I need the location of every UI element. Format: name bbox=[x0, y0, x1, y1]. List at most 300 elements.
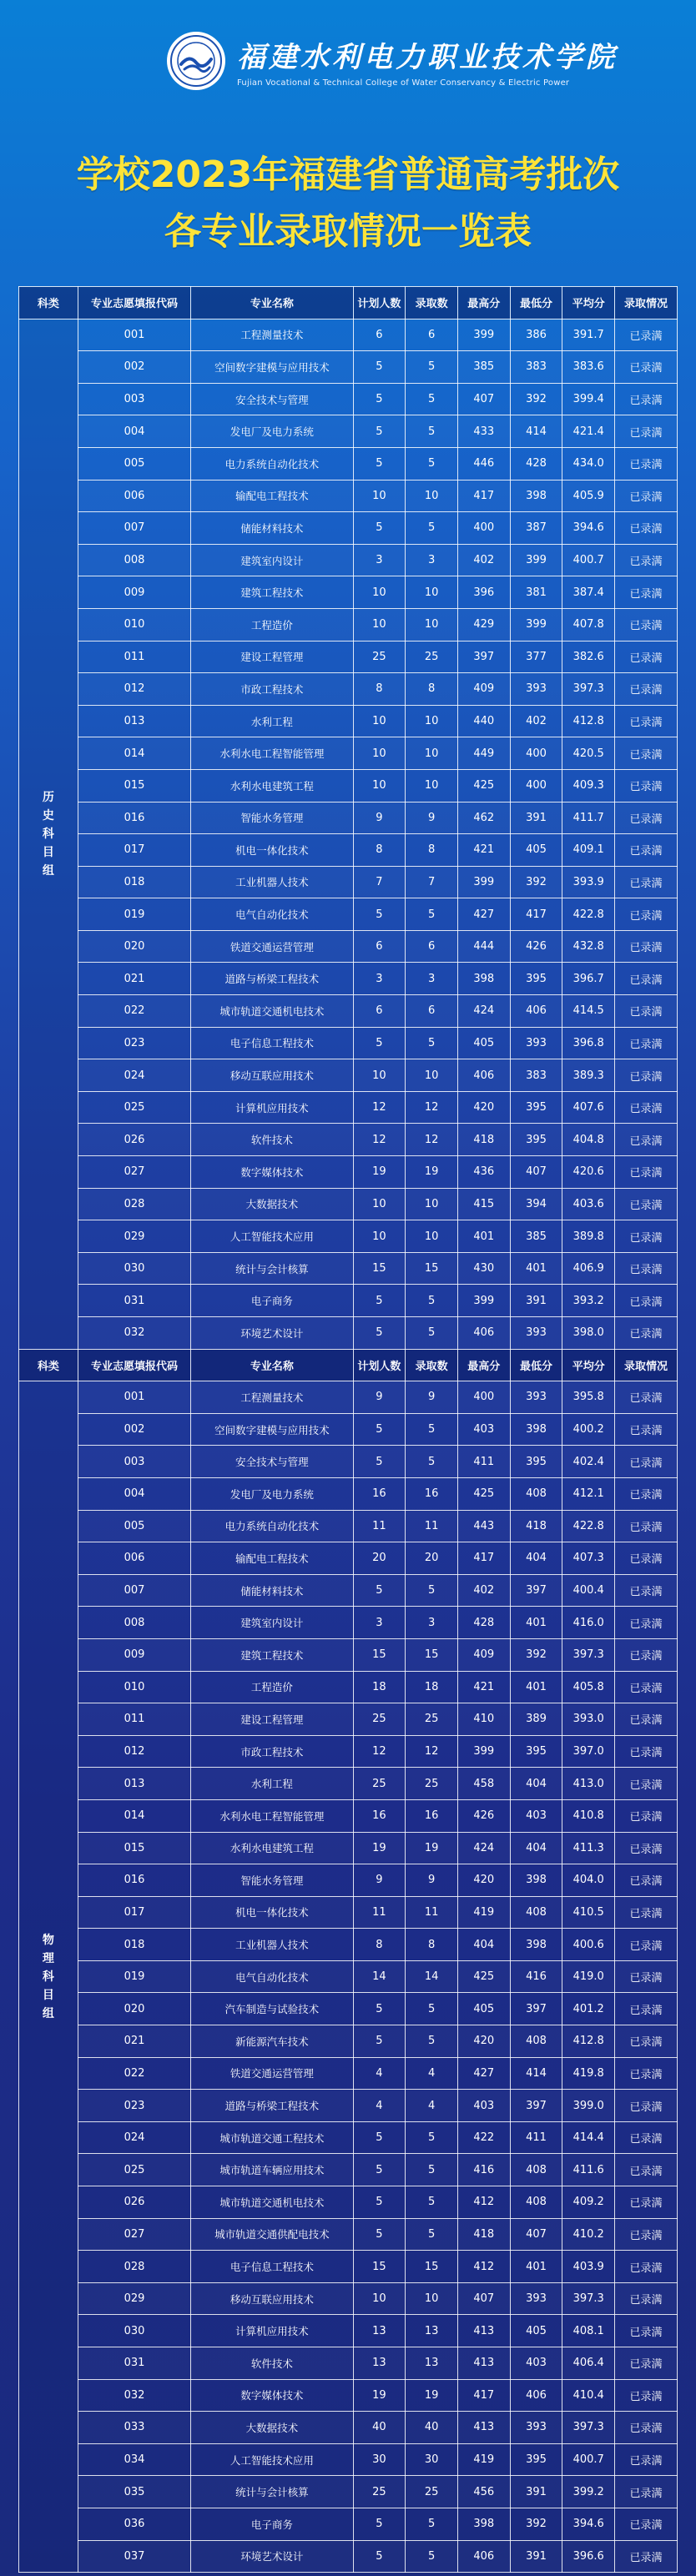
avg-score-cell: 399.4 bbox=[562, 383, 615, 415]
status-cell: 已录满 bbox=[615, 576, 678, 609]
plan-cell: 30 bbox=[353, 2443, 406, 2476]
avg-score-cell: 396.8 bbox=[562, 1027, 615, 1059]
avg-score-cell: 404.0 bbox=[562, 1864, 615, 1897]
admitted-cell: 25 bbox=[406, 641, 458, 673]
table-row bbox=[19, 1317, 678, 1350]
status-cell: 已录满 bbox=[615, 383, 678, 415]
code-cell: 007 bbox=[78, 1574, 191, 1607]
max-score-cell: 409 bbox=[457, 673, 510, 706]
avg-score-cell: 404.8 bbox=[562, 1124, 615, 1156]
code-cell: 006 bbox=[78, 1542, 191, 1575]
admitted-cell: 3 bbox=[406, 1607, 458, 1639]
min-score-cell: 389 bbox=[510, 1703, 562, 1736]
avg-score-cell: 432.8 bbox=[562, 930, 615, 963]
status-cell: 已录满 bbox=[615, 1864, 678, 1897]
major-cell: 机电一体化技术 bbox=[191, 1896, 353, 1929]
major-cell: 城市轨道车辆应用技术 bbox=[191, 2154, 353, 2186]
column-header: 录取数 bbox=[406, 287, 458, 319]
code-cell: 019 bbox=[78, 1960, 191, 1993]
major-cell: 建设工程管理 bbox=[191, 641, 353, 673]
admitted-cell: 20 bbox=[406, 1542, 458, 1575]
min-score-cell: 404 bbox=[510, 1832, 562, 1864]
table-row bbox=[19, 1091, 678, 1124]
max-score-cell: 426 bbox=[457, 1799, 510, 1832]
major-cell: 数字媒体技术 bbox=[191, 2379, 353, 2412]
plan-cell: 4 bbox=[353, 2057, 406, 2090]
avg-score-cell: 407.3 bbox=[562, 1542, 615, 1575]
code-cell: 024 bbox=[78, 2121, 191, 2154]
table-row bbox=[19, 737, 678, 770]
plan-cell: 9 bbox=[353, 1381, 406, 1414]
min-score-cell: 406 bbox=[510, 2379, 562, 2412]
status-cell: 已录满 bbox=[615, 1510, 678, 1542]
plan-cell: 15 bbox=[353, 1638, 406, 1671]
admitted-cell: 15 bbox=[406, 1638, 458, 1671]
max-score-cell: 425 bbox=[457, 769, 510, 802]
major-cell: 输配电工程技术 bbox=[191, 1542, 353, 1575]
major-cell: 工程测量技术 bbox=[191, 1381, 353, 1414]
table-row bbox=[19, 415, 678, 448]
min-score-cell: 392 bbox=[510, 1638, 562, 1671]
plan-cell: 13 bbox=[353, 2315, 406, 2347]
major-cell: 城市轨道交通机电技术 bbox=[191, 2186, 353, 2219]
status-cell: 已录满 bbox=[615, 447, 678, 480]
major-cell: 电子商务 bbox=[191, 1285, 353, 1317]
max-score-cell: 398 bbox=[457, 2508, 510, 2540]
avg-score-cell: 410.8 bbox=[562, 1799, 615, 1832]
max-score-cell: 403 bbox=[457, 1413, 510, 1446]
min-score-cell: 428 bbox=[510, 447, 562, 480]
max-score-cell: 419 bbox=[457, 2443, 510, 2476]
avg-score-cell: 413.0 bbox=[562, 1768, 615, 1800]
school-name-cn: 福建水利电力职业技术学院 bbox=[237, 41, 618, 74]
plan-cell: 5 bbox=[353, 2508, 406, 2540]
admitted-cell: 3 bbox=[406, 963, 458, 995]
table-row bbox=[19, 2540, 678, 2573]
status-cell: 已录满 bbox=[615, 480, 678, 512]
admitted-cell: 14 bbox=[406, 1960, 458, 1993]
code-cell: 011 bbox=[78, 1703, 191, 1736]
avg-score-cell: 406.9 bbox=[562, 1252, 615, 1285]
min-score-cell: 401 bbox=[510, 1607, 562, 1639]
avg-score-cell: 403.9 bbox=[562, 2251, 615, 2283]
major-cell: 软件技术 bbox=[191, 1124, 353, 1156]
table-row bbox=[19, 1510, 678, 1542]
avg-score-cell: 400.7 bbox=[562, 544, 615, 576]
admitted-cell: 18 bbox=[406, 1671, 458, 1703]
admitted-cell: 5 bbox=[406, 383, 458, 415]
major-cell: 城市轨道交通供配电技术 bbox=[191, 2218, 353, 2251]
min-score-cell: 393 bbox=[510, 1027, 562, 1059]
min-score-cell: 404 bbox=[510, 1768, 562, 1800]
table-row bbox=[19, 2443, 678, 2476]
plan-cell: 14 bbox=[353, 1960, 406, 1993]
table-row bbox=[19, 1252, 678, 1285]
admitted-cell: 13 bbox=[406, 2347, 458, 2380]
max-score-cell: 409 bbox=[457, 1638, 510, 1671]
status-cell: 已录满 bbox=[615, 2218, 678, 2251]
min-score-cell: 395 bbox=[510, 1735, 562, 1768]
code-cell: 019 bbox=[78, 898, 191, 931]
avg-score-cell: 397.3 bbox=[562, 2412, 615, 2444]
admission-table bbox=[18, 286, 678, 2573]
max-score-cell: 405 bbox=[457, 1993, 510, 2025]
status-cell: 已录满 bbox=[615, 1446, 678, 1478]
status-cell: 已录满 bbox=[615, 769, 678, 802]
major-cell: 工程造价 bbox=[191, 1671, 353, 1703]
max-score-cell: 417 bbox=[457, 480, 510, 512]
status-cell: 已录满 bbox=[615, 2057, 678, 2090]
column-header: 最低分 bbox=[510, 287, 562, 319]
admitted-cell: 30 bbox=[406, 2443, 458, 2476]
status-cell: 已录满 bbox=[615, 1638, 678, 1671]
admitted-cell: 5 bbox=[406, 351, 458, 384]
major-cell: 计算机应用技术 bbox=[191, 1091, 353, 1124]
code-cell: 002 bbox=[78, 351, 191, 384]
plan-cell: 10 bbox=[353, 1188, 406, 1220]
min-score-cell: 391 bbox=[510, 2476, 562, 2508]
code-cell: 016 bbox=[78, 1864, 191, 1897]
table-row bbox=[19, 351, 678, 384]
admitted-cell: 8 bbox=[406, 673, 458, 706]
admitted-cell: 5 bbox=[406, 1993, 458, 2025]
status-cell: 已录满 bbox=[615, 866, 678, 898]
avg-score-cell: 411.6 bbox=[562, 2154, 615, 2186]
avg-score-cell: 398.0 bbox=[562, 1317, 615, 1350]
table-row bbox=[19, 1220, 678, 1253]
status-cell: 已录满 bbox=[615, 1768, 678, 1800]
max-score-cell: 427 bbox=[457, 2057, 510, 2090]
status-cell: 已录满 bbox=[615, 1929, 678, 1961]
major-cell: 水利水电建筑工程 bbox=[191, 1832, 353, 1864]
table-row bbox=[19, 2154, 678, 2186]
subject-group-label: 历史科目组 bbox=[42, 790, 54, 878]
plan-cell: 6 bbox=[353, 930, 406, 963]
code-cell: 023 bbox=[78, 2090, 191, 2122]
max-score-cell: 407 bbox=[457, 2282, 510, 2315]
plan-cell: 7 bbox=[353, 866, 406, 898]
max-score-cell: 410 bbox=[457, 1703, 510, 1736]
plan-cell: 10 bbox=[353, 1059, 406, 1092]
min-score-cell: 377 bbox=[510, 641, 562, 673]
min-score-cell: 405 bbox=[510, 2315, 562, 2347]
code-cell: 012 bbox=[78, 673, 191, 706]
avg-score-cell: 434.0 bbox=[562, 447, 615, 480]
plan-cell: 5 bbox=[353, 898, 406, 931]
plan-cell: 5 bbox=[353, 1285, 406, 1317]
table-row bbox=[19, 930, 678, 963]
table-row bbox=[19, 319, 678, 351]
status-cell: 已录满 bbox=[615, 1059, 678, 1092]
column-header: 最低分 bbox=[510, 1349, 562, 1381]
table-row bbox=[19, 866, 678, 898]
subject-group-cell bbox=[19, 319, 78, 1349]
max-score-cell: 403 bbox=[457, 2090, 510, 2122]
min-score-cell: 386 bbox=[510, 319, 562, 351]
avg-score-cell: 403.6 bbox=[562, 1188, 615, 1220]
admitted-cell: 10 bbox=[406, 1188, 458, 1220]
admitted-cell: 10 bbox=[406, 769, 458, 802]
min-score-cell: 397 bbox=[510, 2090, 562, 2122]
min-score-cell: 401 bbox=[510, 2251, 562, 2283]
status-cell: 已录满 bbox=[615, 351, 678, 384]
admitted-cell: 5 bbox=[406, 1285, 458, 1317]
admitted-cell: 8 bbox=[406, 1929, 458, 1961]
max-score-cell: 401 bbox=[457, 1220, 510, 1253]
column-header: 平均分 bbox=[562, 1349, 615, 1381]
table-row bbox=[19, 1124, 678, 1156]
code-cell: 022 bbox=[78, 995, 191, 1028]
avg-score-cell: 421.4 bbox=[562, 415, 615, 448]
major-cell: 工程造价 bbox=[191, 608, 353, 641]
plan-cell: 6 bbox=[353, 319, 406, 351]
code-cell: 004 bbox=[78, 415, 191, 448]
max-score-cell: 458 bbox=[457, 1768, 510, 1800]
admitted-cell: 16 bbox=[406, 1477, 458, 1510]
avg-score-cell: 414.5 bbox=[562, 995, 615, 1028]
plan-cell: 5 bbox=[353, 1413, 406, 1446]
table-row bbox=[19, 1929, 678, 1961]
status-cell: 已录满 bbox=[615, 2443, 678, 2476]
min-score-cell: 408 bbox=[510, 1477, 562, 1510]
admitted-cell: 5 bbox=[406, 2186, 458, 2219]
min-score-cell: 387 bbox=[510, 512, 562, 545]
plan-cell: 5 bbox=[353, 1993, 406, 2025]
avg-score-cell: 400.2 bbox=[562, 1413, 615, 1446]
table-row bbox=[19, 1381, 678, 1414]
page-header bbox=[0, 0, 696, 133]
table-row bbox=[19, 1864, 678, 1897]
plan-cell: 25 bbox=[353, 641, 406, 673]
max-score-cell: 404 bbox=[457, 1929, 510, 1961]
admitted-cell: 6 bbox=[406, 995, 458, 1028]
major-cell: 发电厂及电力系统 bbox=[191, 1477, 353, 1510]
table-row bbox=[19, 802, 678, 834]
plan-cell: 5 bbox=[353, 2540, 406, 2573]
admitted-cell: 7 bbox=[406, 866, 458, 898]
table-row bbox=[19, 1446, 678, 1478]
major-cell: 建筑室内设计 bbox=[191, 544, 353, 576]
table-header-row bbox=[19, 287, 678, 319]
major-cell: 汽车制造与试验技术 bbox=[191, 1993, 353, 2025]
min-score-cell: 395 bbox=[510, 1124, 562, 1156]
code-cell: 029 bbox=[78, 1220, 191, 1253]
plan-cell: 5 bbox=[353, 2218, 406, 2251]
status-cell: 已录满 bbox=[615, 1477, 678, 1510]
table-row bbox=[19, 2508, 678, 2540]
major-cell: 智能水务管理 bbox=[191, 1864, 353, 1897]
avg-score-cell: 419.0 bbox=[562, 1960, 615, 1993]
table-row bbox=[19, 1735, 678, 1768]
avg-score-cell: 410.2 bbox=[562, 2218, 615, 2251]
code-cell: 008 bbox=[78, 544, 191, 576]
table-row bbox=[19, 2379, 678, 2412]
page-title-line2: 各专业录取情况一览表 bbox=[164, 210, 532, 253]
avg-score-cell: 410.4 bbox=[562, 2379, 615, 2412]
code-cell: 015 bbox=[78, 769, 191, 802]
avg-score-cell: 412.8 bbox=[562, 705, 615, 737]
table-row bbox=[19, 898, 678, 931]
min-score-cell: 408 bbox=[510, 1896, 562, 1929]
admitted-cell: 5 bbox=[406, 1446, 458, 1478]
code-cell: 008 bbox=[78, 1607, 191, 1639]
min-score-cell: 408 bbox=[510, 2186, 562, 2219]
max-score-cell: 425 bbox=[457, 1477, 510, 1510]
max-score-cell: 433 bbox=[457, 415, 510, 448]
max-score-cell: 456 bbox=[457, 2476, 510, 2508]
status-cell: 已录满 bbox=[615, 2154, 678, 2186]
table-row bbox=[19, 480, 678, 512]
table-row bbox=[19, 673, 678, 706]
avg-score-cell: 399.2 bbox=[562, 2476, 615, 2508]
admitted-cell: 5 bbox=[406, 2218, 458, 2251]
table-row bbox=[19, 1799, 678, 1832]
max-score-cell: 402 bbox=[457, 544, 510, 576]
table-row bbox=[19, 834, 678, 867]
code-cell: 021 bbox=[78, 963, 191, 995]
avg-score-cell: 405.9 bbox=[562, 480, 615, 512]
min-score-cell: 407 bbox=[510, 2218, 562, 2251]
status-cell: 已录满 bbox=[615, 2508, 678, 2540]
avg-score-cell: 412.1 bbox=[562, 1477, 615, 1510]
plan-cell: 13 bbox=[353, 2347, 406, 2380]
column-header: 专业名称 bbox=[191, 287, 353, 319]
avg-score-cell: 387.4 bbox=[562, 576, 615, 609]
avg-score-cell: 420.6 bbox=[562, 1156, 615, 1189]
plan-cell: 3 bbox=[353, 544, 406, 576]
avg-score-cell: 401.2 bbox=[562, 1993, 615, 2025]
avg-score-cell: 409.2 bbox=[562, 2186, 615, 2219]
avg-score-cell: 393.0 bbox=[562, 1703, 615, 1736]
max-score-cell: 422 bbox=[457, 2121, 510, 2154]
max-score-cell: 399 bbox=[457, 1735, 510, 1768]
min-score-cell: 395 bbox=[510, 2443, 562, 2476]
table-row bbox=[19, 1477, 678, 1510]
plan-cell: 10 bbox=[353, 769, 406, 802]
major-cell: 统计与会计核算 bbox=[191, 2476, 353, 2508]
avg-score-cell: 396.6 bbox=[562, 2540, 615, 2573]
major-cell: 空间数字建模与应用技术 bbox=[191, 351, 353, 384]
column-header: 专业志愿填报代码 bbox=[78, 1349, 191, 1381]
min-score-cell: 395 bbox=[510, 1446, 562, 1478]
avg-score-cell: 420.5 bbox=[562, 737, 615, 770]
major-cell: 移动互联应用技术 bbox=[191, 2282, 353, 2315]
max-score-cell: 385 bbox=[457, 351, 510, 384]
code-cell: 028 bbox=[78, 2251, 191, 2283]
min-score-cell: 393 bbox=[510, 1381, 562, 1414]
school-name-en: Fujian Vocational & Technical College of Water Conservancy & Electric Power bbox=[237, 78, 570, 88]
plan-cell: 10 bbox=[353, 2282, 406, 2315]
code-cell: 027 bbox=[78, 2218, 191, 2251]
admitted-cell: 10 bbox=[406, 705, 458, 737]
plan-cell: 5 bbox=[353, 1027, 406, 1059]
min-score-cell: 406 bbox=[510, 995, 562, 1028]
major-cell: 移动互联应用技术 bbox=[191, 1059, 353, 1092]
max-score-cell: 412 bbox=[457, 2251, 510, 2283]
plan-cell: 11 bbox=[353, 1510, 406, 1542]
status-cell: 已录满 bbox=[615, 1188, 678, 1220]
table-row bbox=[19, 2476, 678, 2508]
table-row bbox=[19, 963, 678, 995]
major-cell: 安全技术与管理 bbox=[191, 383, 353, 415]
status-cell: 已录满 bbox=[615, 1381, 678, 1414]
max-score-cell: 397 bbox=[457, 641, 510, 673]
max-score-cell: 399 bbox=[457, 319, 510, 351]
code-cell: 009 bbox=[78, 576, 191, 609]
code-cell: 010 bbox=[78, 1671, 191, 1703]
status-cell: 已录满 bbox=[615, 1413, 678, 1446]
status-cell: 已录满 bbox=[615, 930, 678, 963]
status-cell: 已录满 bbox=[615, 1124, 678, 1156]
admitted-cell: 10 bbox=[406, 737, 458, 770]
major-cell: 市政工程技术 bbox=[191, 673, 353, 706]
code-cell: 030 bbox=[78, 2315, 191, 2347]
status-cell: 已录满 bbox=[615, 1960, 678, 1993]
min-score-cell: 404 bbox=[510, 1542, 562, 1575]
min-score-cell: 400 bbox=[510, 737, 562, 770]
column-header: 计划人数 bbox=[353, 1349, 406, 1381]
plan-cell: 16 bbox=[353, 1799, 406, 1832]
avg-score-cell: 412.8 bbox=[562, 2025, 615, 2058]
max-score-cell: 440 bbox=[457, 705, 510, 737]
min-score-cell: 426 bbox=[510, 930, 562, 963]
table-row bbox=[19, 544, 678, 576]
plan-cell: 19 bbox=[353, 2379, 406, 2412]
major-cell: 人工智能技术应用 bbox=[191, 2443, 353, 2476]
table-row bbox=[19, 2057, 678, 2090]
avg-score-cell: 397.3 bbox=[562, 1638, 615, 1671]
avg-score-cell: 382.6 bbox=[562, 641, 615, 673]
table-row bbox=[19, 1768, 678, 1800]
major-cell: 统计与会计核算 bbox=[191, 1252, 353, 1285]
code-cell: 003 bbox=[78, 1446, 191, 1478]
avg-score-cell: 391.7 bbox=[562, 319, 615, 351]
subject-group-cell bbox=[19, 1381, 78, 2573]
plan-cell: 9 bbox=[353, 802, 406, 834]
plan-cell: 25 bbox=[353, 1768, 406, 1800]
plan-cell: 12 bbox=[353, 1091, 406, 1124]
max-score-cell: 424 bbox=[457, 995, 510, 1028]
subject-group-label: 物理科目组 bbox=[42, 1933, 54, 2020]
major-cell: 机电一体化技术 bbox=[191, 834, 353, 867]
status-cell: 已录满 bbox=[615, 1607, 678, 1639]
max-score-cell: 417 bbox=[457, 2379, 510, 2412]
max-score-cell: 399 bbox=[457, 1285, 510, 1317]
avg-score-cell: 422.8 bbox=[562, 898, 615, 931]
status-cell: 已录满 bbox=[615, 1832, 678, 1864]
major-cell: 水利水电工程智能管理 bbox=[191, 737, 353, 770]
max-score-cell: 449 bbox=[457, 737, 510, 770]
plan-cell: 5 bbox=[353, 447, 406, 480]
avg-score-cell: 408.1 bbox=[562, 2315, 615, 2347]
max-score-cell: 411 bbox=[457, 1446, 510, 1478]
major-cell: 软件技术 bbox=[191, 2347, 353, 2380]
status-cell: 已录满 bbox=[615, 1156, 678, 1189]
max-score-cell: 418 bbox=[457, 2218, 510, 2251]
avg-score-cell: 400.7 bbox=[562, 2443, 615, 2476]
major-cell: 电气自动化技术 bbox=[191, 898, 353, 931]
max-score-cell: 424 bbox=[457, 1832, 510, 1864]
admitted-cell: 5 bbox=[406, 2121, 458, 2154]
plan-cell: 19 bbox=[353, 1832, 406, 1864]
plan-cell: 10 bbox=[353, 480, 406, 512]
major-cell: 市政工程技术 bbox=[191, 1735, 353, 1768]
table-row bbox=[19, 1896, 678, 1929]
status-cell: 已录满 bbox=[615, 673, 678, 706]
column-header: 平均分 bbox=[562, 287, 615, 319]
admitted-cell: 9 bbox=[406, 1864, 458, 1897]
code-cell: 036 bbox=[78, 2508, 191, 2540]
